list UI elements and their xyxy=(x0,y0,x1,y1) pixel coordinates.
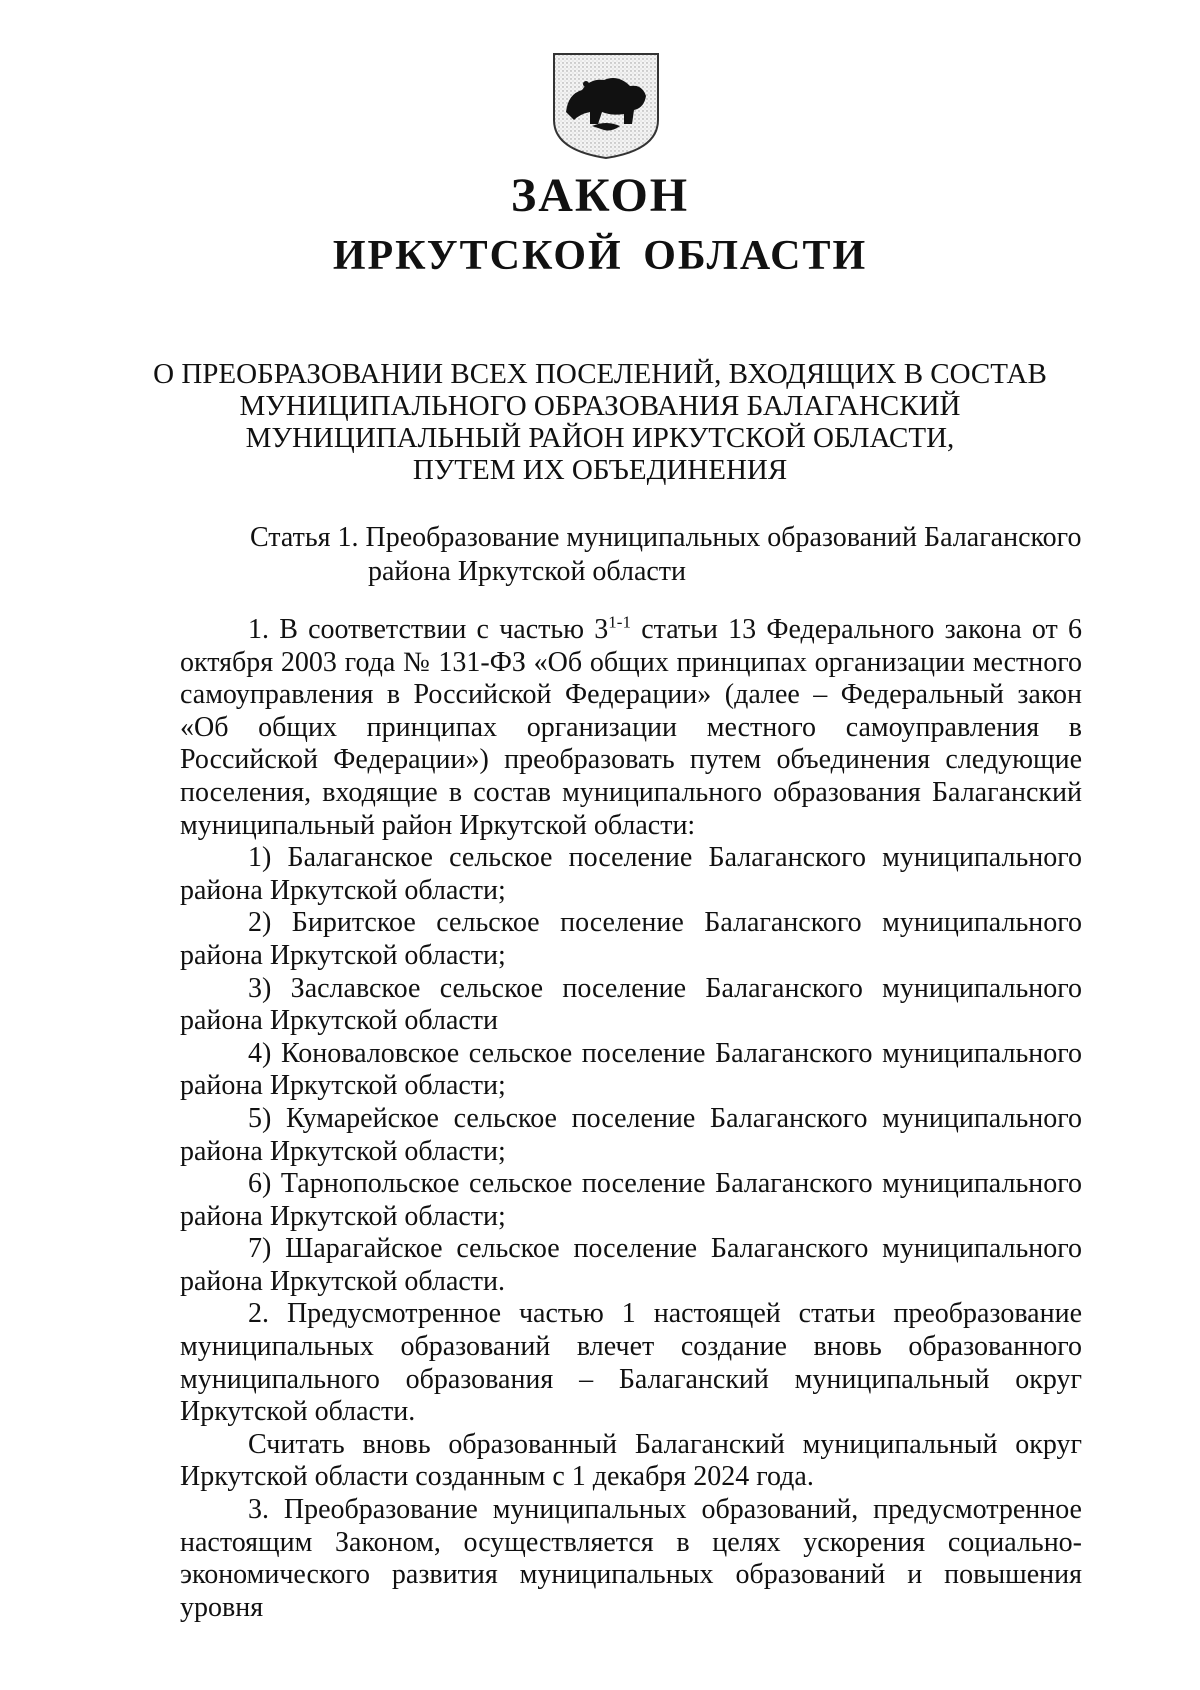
subtitle-line: ПУТЕМ ИХ ОБЪЕДИНЕНИЯ xyxy=(412,454,788,486)
article-heading xyxy=(250,521,1110,589)
article-heading-line: района Иркутской области xyxy=(368,556,687,587)
list-item: 1) Балаганское сельское поселение Балаганского муниципального района Иркутской области; xyxy=(180,842,1082,906)
document-title-region: ИРКУТСКОЙ ОБЛАСТИ xyxy=(332,233,868,279)
paragraph-1-rest: статьи 13 Федерального закона от 6 октября 2003 года № 131-ФЗ «Об общих принципах организации местного самоуправления в Российской Федерации» (далее – Федеральный закон «Об общих принципах организации местного самоуправления в Российской Федерации») преобразовать путем объединения следующие поселения, входящие в состав муниципального образования Балаганский муниципальный район Иркутской области: xyxy=(180,614,1082,841)
list-item: 4) Коноваловское сельское поселение Балаганского муниципального района Иркутской области; xyxy=(180,1037,1082,1102)
document-title: ЗАКОН xyxy=(510,169,690,222)
paragraph-1 xyxy=(180,614,1082,842)
subtitle-line: МУНИЦИПАЛЬНОГО ОБРАЗОВАНИЯ БАЛАГАНСКИЙ xyxy=(239,390,961,422)
law-subtitle xyxy=(140,358,1060,486)
list-item: 7) Шарагайское сельское поселение Балаганского муниципального района Иркутской области. xyxy=(180,1233,1082,1297)
paragraph-1-start: 1. В соответствии с частью 3 xyxy=(248,614,609,645)
paragraph-2: 2. Предусмотренное частью 1 настоящей статьи преобразование муниципальных образований влечет создание вновь образованного муниципального образования – Балаганский муниципальный округ Иркутской области. xyxy=(180,1298,1082,1428)
paragraph-3: Считать вновь образованный Балаганский муниципальный округ Иркутской области созданным с 1 декабря 2024 года. xyxy=(180,1428,1082,1493)
list-item: 3) Заславское сельское поселение Балаганского муниципального района Иркутской области xyxy=(180,972,1082,1037)
subtitle-line: О ПРЕОБРАЗОВАНИИ ВСЕХ ПОСЕЛЕНИЙ, ВХОДЯЩИХ В СОСТАВ xyxy=(153,358,1047,390)
subtitle-line: МУНИЦИПАЛЬНЫЙ РАЙОН ИРКУТСКОЙ ОБЛАСТИ, xyxy=(245,422,955,454)
list-item: 2) Биритское сельское поселение Балаганского муниципального района Иркутской области; xyxy=(180,907,1082,971)
list-item: 5) Кумарейское сельское поселение Балаганского муниципального района Иркутской области; xyxy=(180,1102,1082,1167)
list-item: 6) Тарнопольское сельское поселение Балаганского муниципального района Иркутской области; xyxy=(180,1168,1082,1232)
article-heading-line: Статья 1. Преобразование муниципальных образований Балаганского xyxy=(250,522,1082,553)
coat-of-arms-icon xyxy=(546,50,666,160)
paragraph-4: 3. Преобразование муниципальных образований, предусмотренное настоящим Законом, осуществляется в целях ускорения социально-экономического развития муниципальных образований и повышения уровня xyxy=(180,1494,1082,1623)
superscript: 1-1 xyxy=(608,612,631,632)
document-body xyxy=(180,614,1082,1624)
